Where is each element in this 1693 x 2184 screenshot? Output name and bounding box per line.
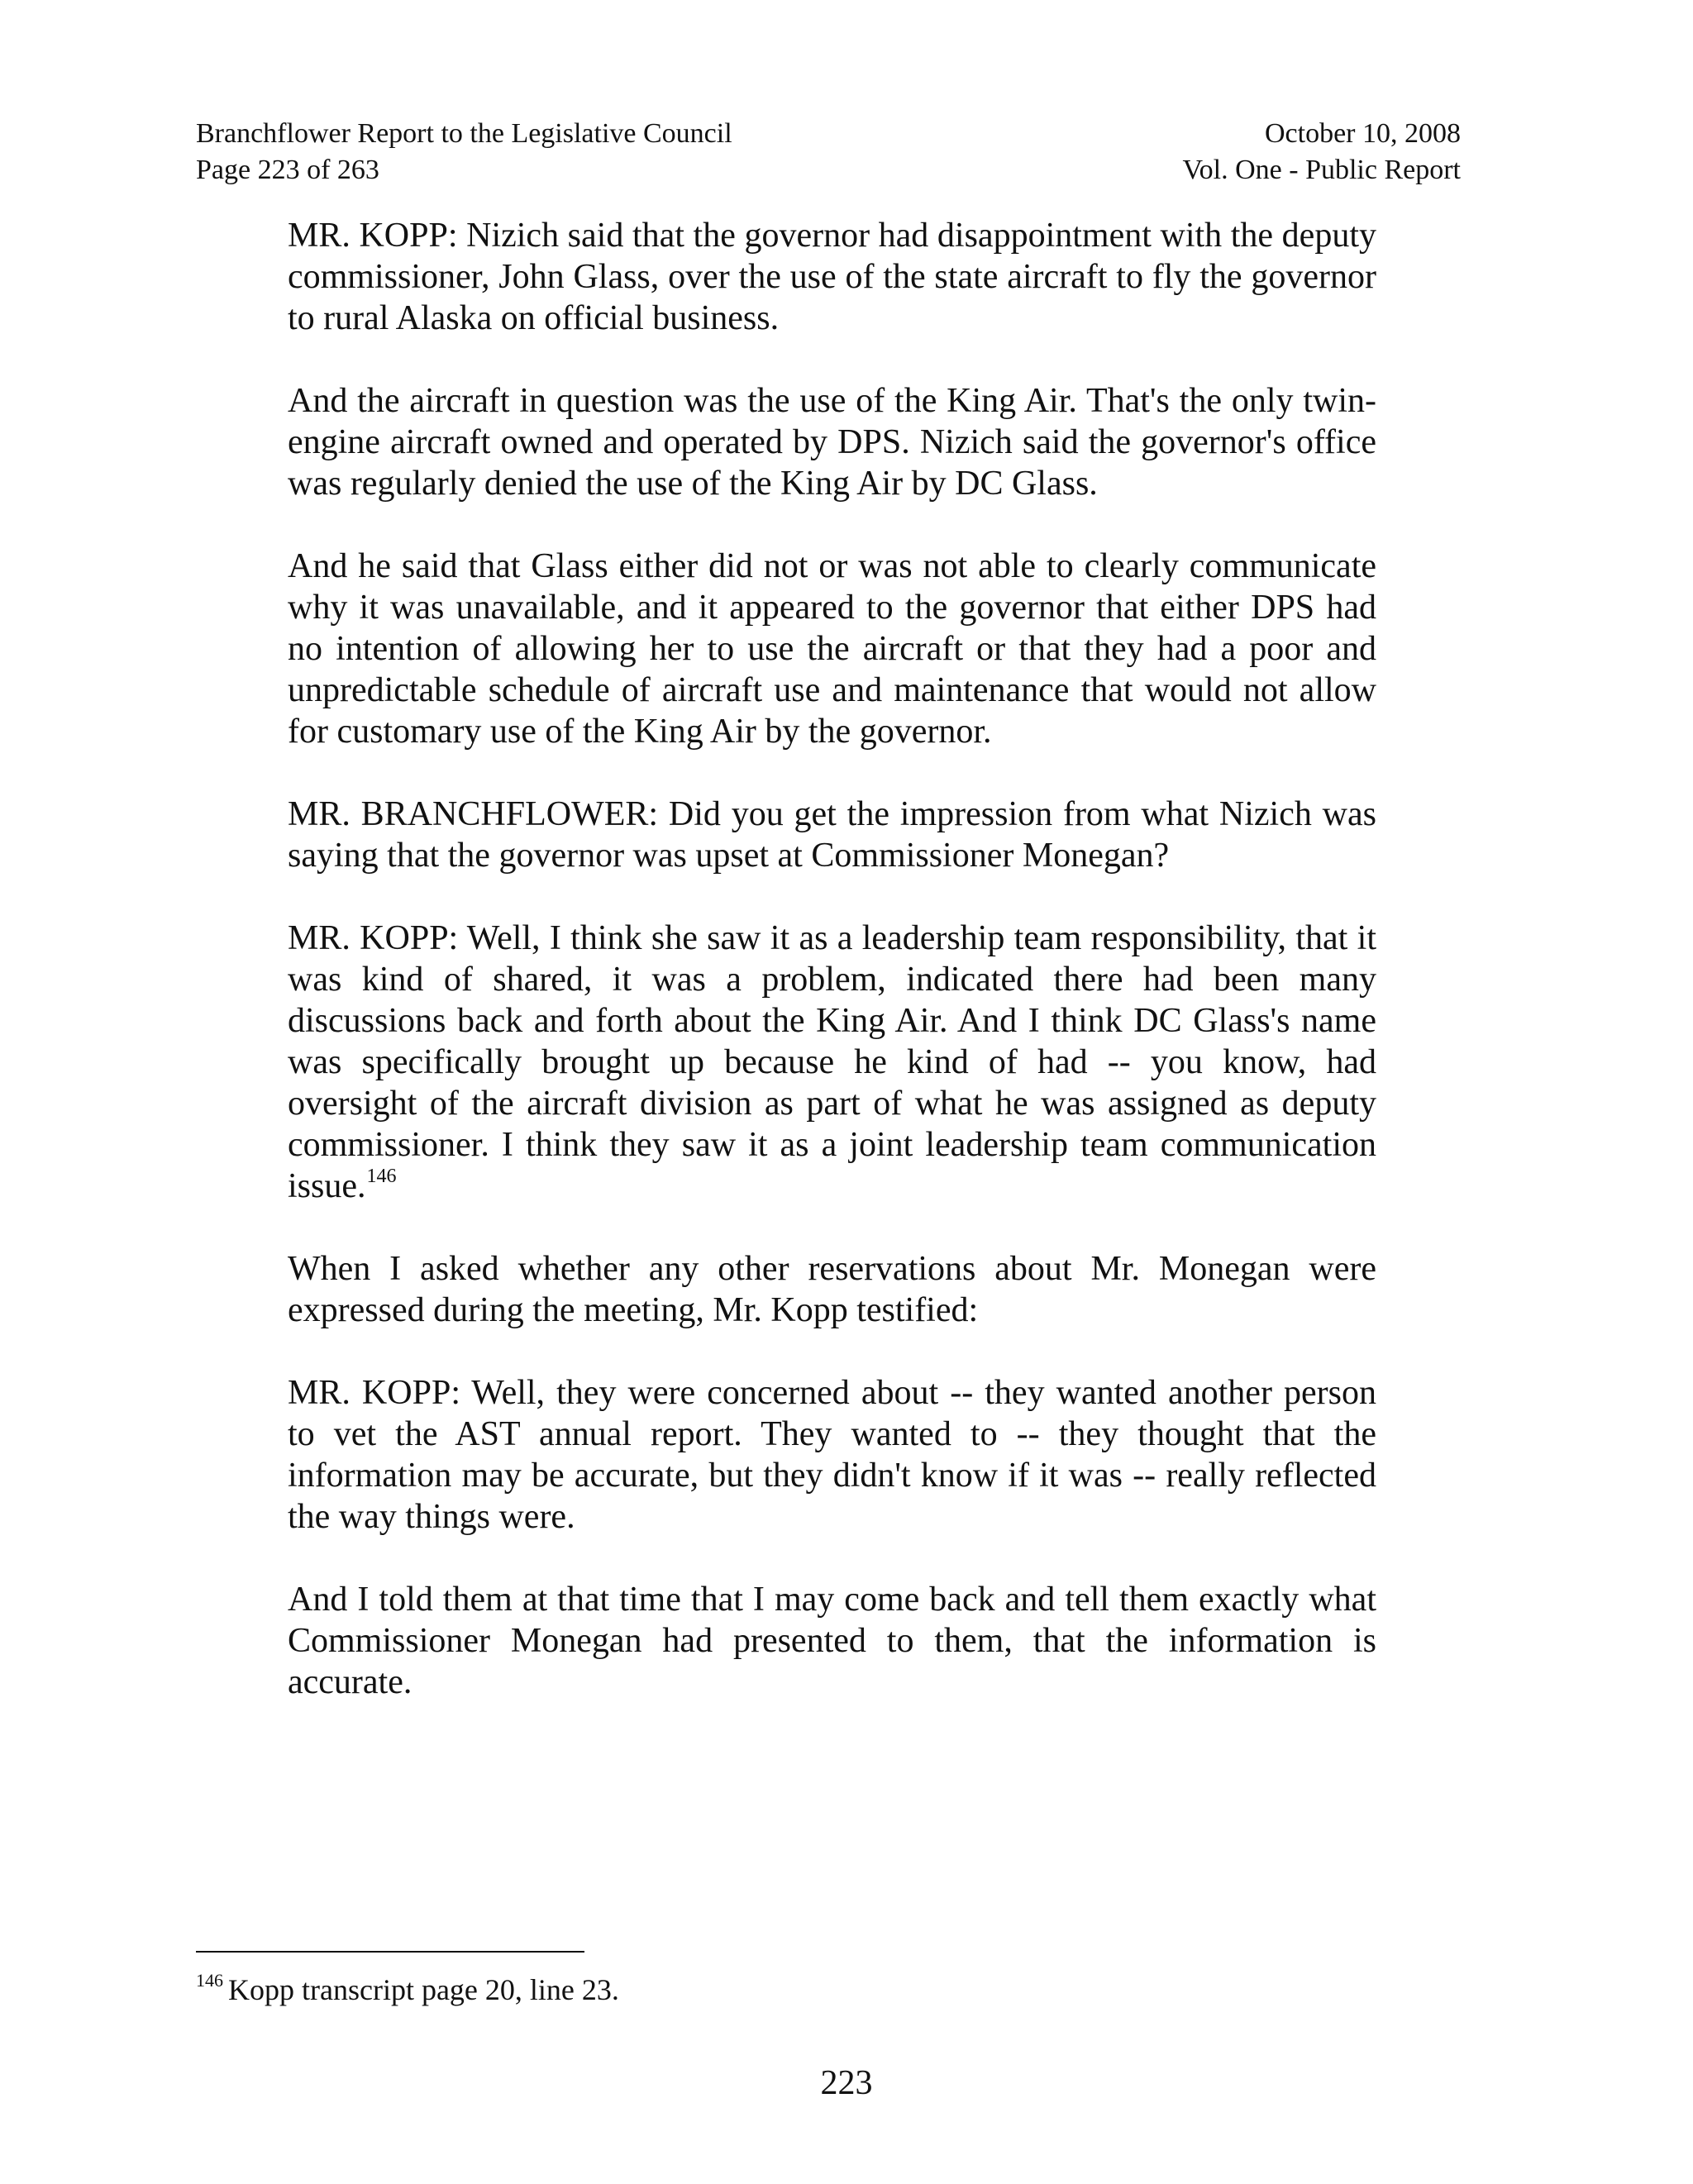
document-body [288,215,1376,1703]
header-right [1182,116,1461,188]
footnote-divider [196,1951,584,1953]
footnote [196,1972,619,2008]
footnote-text: Kopp transcript page 20, line 23. [228,1973,619,2006]
paragraph-with-footnote [288,918,1376,1207]
report-date: October 10, 2008 [1264,118,1461,149]
paragraph: MR. BRANCHFLOWER: Did you get the impression from what Nizich was saying that the governor was upset at Commissioner Monegan? [288,795,1376,875]
paragraph: MR. KOPP: Nizich said that the governor had disappointment with the deputy commissioner, John Glass, over the use of the state aircraft to fly the governor to rural Alaska on official business. [288,217,1376,337]
paragraph: And I told them at that time that I may come back and tell them exactly what Commissioner Monegan had presented to them, that the information is accurate. [288,1581,1376,1701]
report-title: Branchflower Report to the Legislative Council [196,118,732,149]
page-count: Page 223 of 263 [196,155,379,185]
footnote-reference[interactable]: 146 [366,1166,397,1187]
paragraph: MR. KOPP: Well, they were concerned about -- they wanted another person to vet the AST annual report. They wanted to -- they thought that the information may be accurate, but they didn't know if it was -- really reflected the way things were. [288,1374,1376,1536]
paragraph: And the aircraft in question was the use of the King Air. That's the only twin-engine aircraft owned and operated by DPS. Nizich said the governor's office was regularly denied the use of the King Air by DC Glass. [288,382,1376,503]
header-left [196,116,732,188]
paragraph: When I asked whether any other reservations about Mr. Monegan were expressed during the meeting, Mr. Kopp testified: [288,1250,1376,1329]
volume-label: Vol. One - Public Report [1182,155,1461,185]
footnote-number: 146 [196,1970,223,1991]
paragraph: And he said that Glass either did not or was not able to clearly communicate why it was unavailable, and it appeared to the governor that either DPS had no intention of allowing her to use the aircraft or that they had a poor and unpredictable schedule of aircraft use and maintenance that would not allow for customary use of the King Air by the governor. [288,547,1376,751]
paragraph-text: MR. KOPP: Well, I think she saw it as a leadership team responsibility, that it was kind of shared, it was a problem, indicated there had been many discussions back and forth about the King Air. And I think DC Glass's name was specifically brought up because he kind of had -- you know, had oversight of the aircraft division as part of what he was assigned as deputy commissioner. I think they saw it as a joint leadership team communication issue. [288,919,1376,1205]
page-number: 223 [820,2064,873,2102]
